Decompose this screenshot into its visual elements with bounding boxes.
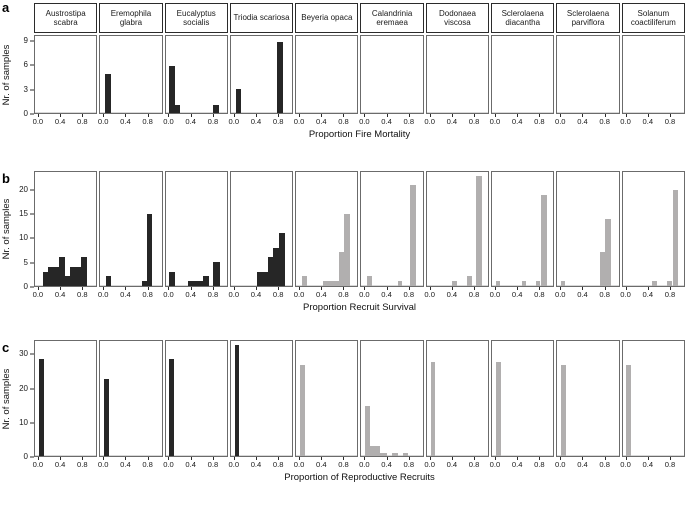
histogram-bar [213, 105, 218, 113]
x-axis-ticks [622, 114, 685, 128]
baseline [296, 112, 357, 113]
x-axis-tick-label: 0.4 [250, 460, 262, 469]
histogram-panel [34, 340, 97, 457]
x-axis-tick-label: 0.0 [228, 117, 240, 126]
histogram-panel [426, 340, 489, 457]
facet-strip [426, 3, 489, 33]
facet-panel [230, 3, 293, 128]
histogram-panel [426, 35, 489, 114]
x-axis-tick-label: 0.4 [446, 290, 458, 299]
y-axis-title: Nr. of samples [1, 368, 12, 429]
x-axis-tick-label: 0.8 [207, 460, 219, 469]
x-axis-tick-label: 0.0 [228, 290, 240, 299]
histogram-bar [106, 276, 111, 286]
panel-row-b [0, 171, 685, 314]
histogram-bar [302, 276, 307, 286]
baseline [35, 112, 96, 113]
histogram-bar [235, 345, 240, 456]
y-axis-tick-label: 30 [19, 349, 28, 359]
facet-panel [556, 3, 619, 128]
baseline [557, 455, 618, 456]
x-axis-ticks [360, 457, 423, 471]
y-axis-tick-label: 6 [23, 60, 28, 70]
baseline [557, 112, 618, 113]
histogram-panel [622, 171, 685, 287]
x-axis-tick-label: 0.4 [185, 117, 196, 126]
histogram-bar [279, 233, 285, 286]
histogram-bar [626, 365, 631, 456]
panel-letter-b: b [2, 171, 10, 186]
histogram-bar [431, 362, 436, 456]
x-axis-tick-label: 0.4 [250, 117, 262, 126]
facet-panel [622, 3, 685, 128]
histogram-bar [467, 276, 472, 286]
x-axis-ticks [491, 114, 554, 128]
histogram-bar [203, 276, 209, 286]
facet-strip [230, 3, 293, 33]
x-axis-tick-label: 0.8 [534, 290, 545, 299]
x-axis-ticks [99, 287, 162, 301]
panels-row-b [34, 171, 685, 301]
x-axis-ticks [165, 457, 228, 471]
x-axis-tick-label: 0.8 [272, 290, 284, 299]
x-axis-ticks [34, 457, 97, 471]
x-axis-ticks [99, 457, 162, 471]
x-axis-ticks [34, 287, 97, 301]
x-axis-ticks [426, 287, 489, 301]
x-axis-ticks [295, 287, 358, 301]
facet-panel [556, 171, 619, 301]
strip-label: Beyeria opaca [301, 13, 353, 23]
x-axis-tick-label: 0.8 [664, 460, 676, 469]
x-axis-tick-label: 0.0 [554, 460, 566, 469]
x-axis-tick-label: 0.8 [142, 117, 153, 126]
x-axis-tick-label: 0.4 [120, 460, 131, 469]
x-axis-tick-label: 0.0 [293, 290, 305, 299]
x-axis-tick-label: 0.4 [381, 290, 392, 299]
facet-panel [622, 171, 685, 301]
x-axis-ticks [556, 114, 619, 128]
facet-panel [426, 340, 489, 471]
histogram-bar [370, 446, 380, 456]
histogram-bar [496, 281, 500, 286]
histogram-bar [300, 365, 305, 456]
x-axis-tick-label: 0.0 [554, 117, 566, 126]
facet-panel [230, 340, 293, 471]
histogram-bar [561, 365, 566, 456]
x-axis-tick-label: 0.8 [534, 460, 545, 469]
x-axis-ticks [34, 114, 97, 128]
x-axis-tick-label: 0.0 [359, 290, 370, 299]
y-axis-tick-label: 5 [23, 257, 28, 267]
x-axis-tick-label: 0.0 [97, 290, 109, 299]
histogram-bar [476, 176, 482, 286]
facet-strip [491, 3, 554, 33]
strip-label: Dodonaea viscosa [438, 8, 476, 27]
x-axis-ticks [295, 457, 358, 471]
x-axis-tick-label: 0.0 [97, 460, 109, 469]
x-axis-tick-label: 0.0 [554, 290, 566, 299]
x-axis-tick-label: 0.8 [77, 460, 88, 469]
panel-row-c [0, 340, 685, 484]
facet-strip [556, 3, 619, 33]
facet-panel [295, 171, 358, 301]
x-axis-ticks [556, 457, 619, 471]
x-axis-tick-label: 0.0 [163, 117, 174, 126]
x-axis-tick-label: 0.4 [381, 460, 392, 469]
x-axis-tick-label: 0.0 [293, 460, 305, 469]
histogram-panel [230, 340, 293, 457]
facet-strip [34, 3, 97, 33]
facet-panel [426, 171, 489, 301]
baseline [623, 455, 684, 456]
facet-panel [491, 3, 554, 128]
x-axis-tick-label: 0.0 [32, 460, 44, 469]
x-axis-ticks [426, 457, 489, 471]
histogram-bar [81, 257, 87, 286]
y-axis-tick-label: 9 [23, 36, 28, 46]
panels-row-a [34, 3, 685, 128]
y-axis-ticks [14, 35, 34, 118]
plot-row [1, 340, 685, 471]
x-axis-tick-label: 0.4 [250, 290, 262, 299]
histogram-bar [105, 74, 110, 113]
strip-label: Sclerolaena diacantha [501, 8, 544, 27]
histogram-bar [188, 281, 203, 286]
x-axis-tick-label: 0.0 [424, 460, 435, 469]
baseline [231, 455, 292, 456]
histogram-bar [213, 262, 219, 286]
x-axis-tick-label: 0.0 [424, 117, 435, 126]
histogram-panel [491, 171, 554, 287]
x-axis-ticks [622, 287, 685, 301]
histogram-panel [99, 35, 162, 114]
y-axis-tick-label: 10 [19, 233, 28, 243]
baseline [492, 112, 553, 113]
facet-panel [165, 340, 228, 471]
facet-panel [165, 171, 228, 301]
y-axis-tick-label: 10 [19, 417, 28, 427]
histogram-panel [360, 340, 423, 457]
histogram-bar [403, 453, 408, 456]
y-axis [0, 171, 34, 291]
strip-label: Triodia scariosa [233, 13, 290, 23]
x-axis-tick-label: 0.4 [511, 460, 523, 469]
histogram-panel [295, 35, 358, 114]
x-axis-tick-label: 0.8 [468, 290, 480, 299]
x-axis-ticks [230, 457, 293, 471]
x-axis-ticks [491, 457, 554, 471]
histogram-bar [147, 214, 153, 286]
x-axis-tick-label: 0.4 [54, 460, 66, 469]
x-axis-tick-label: 0.8 [142, 290, 153, 299]
histogram-panel [360, 35, 423, 114]
x-axis-tick-label: 0.8 [664, 117, 676, 126]
histogram-bar [410, 185, 416, 286]
x-axis-tick-label: 0.8 [207, 290, 219, 299]
histogram-bar [104, 379, 109, 456]
x-axis-tick-label: 0.0 [620, 460, 631, 469]
x-axis-ticks [295, 114, 358, 128]
histogram-bar [169, 359, 174, 457]
x-axis-tick-label: 0.8 [403, 460, 415, 469]
baseline [35, 455, 96, 456]
x-axis-tick-label: 0.4 [54, 117, 66, 126]
histogram-bar [323, 281, 339, 286]
y-axis-title: Nr. of samples [1, 198, 12, 260]
facet-panel [99, 171, 162, 301]
x-axis-tick-label: 0.0 [489, 460, 501, 469]
x-axis-tick-label: 0.4 [316, 290, 327, 299]
x-axis-tick-label: 0.0 [620, 290, 631, 299]
histogram-bar [536, 281, 540, 286]
histogram-bar [522, 281, 526, 286]
facet-panel [360, 340, 423, 471]
facet-panel [426, 3, 489, 128]
baseline [296, 455, 357, 456]
histogram-bar [392, 453, 397, 456]
facet-panel [491, 340, 554, 471]
x-axis-tick-label: 0.8 [599, 117, 610, 126]
baseline [623, 112, 684, 113]
facet-strip [360, 3, 423, 33]
y-axis-title: Nr. of samples [1, 44, 12, 105]
histogram-bar [344, 214, 350, 286]
facet-panel [99, 3, 162, 128]
histogram-bar [667, 281, 671, 286]
histogram-panel [491, 340, 554, 457]
x-axis-tick-label: 0.4 [446, 460, 458, 469]
x-axis-ticks [99, 114, 162, 128]
x-axis-tick-label: 0.0 [293, 117, 305, 126]
baseline [100, 455, 161, 456]
x-axis-tick-label: 0.4 [316, 460, 327, 469]
histogram-panel [556, 35, 619, 114]
histogram-panel [99, 340, 162, 457]
histogram-panel [295, 171, 358, 287]
histogram-panel [295, 340, 358, 457]
x-axis-ticks [230, 114, 293, 128]
x-axis-tick-label: 0.8 [77, 117, 88, 126]
facet-panel [295, 3, 358, 128]
histogram-panel [165, 340, 228, 457]
x-axis-tick-label: 0.4 [642, 117, 654, 126]
facet-panel [99, 340, 162, 471]
histogram-panel [491, 35, 554, 114]
x-axis-tick-label: 0.4 [54, 290, 66, 299]
y-axis-tick-label: 0 [23, 452, 28, 461]
histogram-bar [169, 272, 174, 286]
x-axis-tick-label: 0.8 [599, 290, 610, 299]
histogram-panel [34, 35, 97, 114]
x-axis-tick-label: 0.4 [381, 117, 392, 126]
y-axis-ticks [14, 340, 34, 461]
x-axis-tick-label: 0.4 [120, 117, 131, 126]
histogram-panel [230, 171, 293, 287]
y-axis-tick-label: 3 [23, 84, 28, 94]
histogram-bar [39, 359, 44, 457]
x-axis-tick-label: 0.8 [338, 460, 349, 469]
x-axis-ticks [491, 287, 554, 301]
x-axis-tick-label: 0.8 [77, 290, 88, 299]
x-axis-tick-label: 0.4 [577, 290, 588, 299]
y-axis-tick-label: 0 [23, 282, 28, 291]
strip-label: Solanum coactiliferum [630, 8, 676, 27]
histogram-panel [622, 340, 685, 457]
x-axis-tick-label: 0.4 [316, 117, 327, 126]
x-axis-tick-label: 0.8 [403, 290, 415, 299]
histogram-panel [99, 171, 162, 287]
facet-strip [99, 3, 162, 33]
histogram-bar [561, 281, 565, 286]
y-axis-tick-label: 15 [19, 208, 28, 218]
x-axis-tick-label: 0.0 [32, 117, 44, 126]
strip-label: Eucalyptus socialis [176, 8, 216, 27]
x-axis-tick-label: 0.8 [142, 460, 153, 469]
x-axis-tick-label: 0.0 [424, 290, 435, 299]
strip-label: Austrostipa scabra [45, 8, 86, 27]
baseline [427, 112, 488, 113]
strip-label: Sclerolaena parviflora [566, 8, 610, 27]
histogram-panel [556, 171, 619, 287]
x-axis-tick-label: 0.4 [511, 117, 523, 126]
histogram-bar [257, 272, 268, 286]
x-axis-ticks [556, 287, 619, 301]
y-axis [0, 35, 34, 118]
facet-panel [165, 3, 228, 128]
histogram-bar [367, 276, 372, 286]
y-axis [0, 340, 34, 461]
histogram-bar [380, 453, 387, 456]
x-axis-tick-label: 0.8 [338, 117, 349, 126]
plot-row [1, 3, 685, 128]
x-axis-tick-label: 0.0 [97, 117, 109, 126]
x-axis-ticks [230, 287, 293, 301]
x-axis-ticks [165, 114, 228, 128]
facet-panel [295, 340, 358, 471]
baseline [492, 455, 553, 456]
histogram-panel [230, 35, 293, 114]
histogram-panel [360, 171, 423, 287]
facet-panel [491, 171, 554, 301]
facet-panel [360, 171, 423, 301]
facet-panel [34, 340, 97, 471]
x-axis-tick-label: 0.8 [272, 460, 284, 469]
facet-strip [165, 3, 228, 33]
x-axis-tick-label: 0.8 [534, 117, 545, 126]
histogram-bar [605, 219, 611, 286]
x-axis-title-b: Proportion Recruit Survival [303, 302, 416, 313]
x-axis-tick-label: 0.8 [664, 290, 676, 299]
histogram-panel [622, 35, 685, 114]
x-axis-tick-label: 0.4 [120, 290, 131, 299]
x-axis-tick-label: 0.8 [468, 117, 480, 126]
facet-strip [295, 3, 358, 33]
baseline [427, 455, 488, 456]
x-axis-tick-label: 0.0 [359, 460, 370, 469]
histogram-panel [165, 35, 228, 114]
x-axis-tick-label: 0.0 [163, 460, 174, 469]
x-axis-tick-label: 0.4 [185, 290, 196, 299]
x-axis-ticks [622, 457, 685, 471]
x-axis-tick-label: 0.8 [403, 117, 415, 126]
histogram-bar [277, 42, 283, 113]
x-axis-tick-label: 0.8 [207, 117, 219, 126]
histogram-bar [652, 281, 656, 286]
x-axis-tick-label: 0.4 [642, 290, 654, 299]
baseline [361, 112, 422, 113]
histogram-bar [175, 105, 180, 113]
x-axis-tick-label: 0.8 [272, 117, 284, 126]
x-axis-ticks [360, 287, 423, 301]
histogram-bar [673, 190, 678, 286]
facet-panel [230, 171, 293, 301]
x-axis-ticks [426, 114, 489, 128]
x-axis-tick-label: 0.0 [489, 117, 501, 126]
y-axis-tick-label: 0 [23, 109, 28, 118]
histogram-panel [34, 171, 97, 287]
histogram-panel [556, 340, 619, 457]
y-axis-tick-label: 20 [19, 383, 28, 393]
facet-strip [622, 3, 685, 33]
histogram-panel [165, 171, 228, 287]
x-axis-tick-label: 0.4 [511, 290, 523, 299]
facet-panel [622, 340, 685, 471]
histogram-bar [541, 195, 547, 286]
y-axis-tick-label: 20 [19, 184, 28, 194]
strip-label: Calandrinia eremaea [371, 8, 413, 27]
panel-letter-c: c [2, 340, 10, 355]
y-axis-ticks [14, 171, 34, 291]
x-axis-tick-label: 0.8 [468, 460, 480, 469]
panel-letter-a: a [2, 0, 10, 15]
x-axis-tick-label: 0.4 [185, 460, 196, 469]
histogram-bar [398, 281, 403, 286]
x-axis-tick-label: 0.4 [577, 460, 588, 469]
histogram-bar [452, 281, 457, 286]
plot-row [1, 171, 685, 301]
facet-panel [360, 3, 423, 128]
x-axis-tick-label: 0.0 [359, 117, 370, 126]
x-axis-ticks [360, 114, 423, 128]
x-axis-tick-label: 0.8 [599, 460, 610, 469]
x-axis-tick-label: 0.4 [642, 460, 654, 469]
x-axis-ticks [165, 287, 228, 301]
x-axis-title-a: Proportion Fire Mortality [308, 129, 411, 140]
strip-label: Eremophila glabra [110, 8, 152, 27]
facet-panel [556, 340, 619, 471]
histogram-bar [236, 89, 241, 113]
panel-row-a [0, 0, 685, 141]
x-axis-tick-label: 0.0 [228, 460, 240, 469]
x-axis-tick-label: 0.0 [163, 290, 174, 299]
x-axis-tick-label: 0.4 [577, 117, 588, 126]
x-axis-tick-label: 0.0 [620, 117, 631, 126]
facet-panel [34, 171, 97, 301]
x-axis-tick-label: 0.0 [489, 290, 501, 299]
x-axis-tick-label: 0.0 [32, 290, 44, 299]
facet-panel [34, 3, 97, 128]
x-axis-title-c: Proportion of Reproductive Recruits [284, 472, 435, 483]
baseline [166, 455, 227, 456]
x-axis-tick-label: 0.4 [446, 117, 458, 126]
panels-row-c [34, 340, 685, 471]
histogram-panel [426, 171, 489, 287]
histogram-bar [496, 362, 501, 456]
x-axis-tick-label: 0.8 [338, 290, 349, 299]
